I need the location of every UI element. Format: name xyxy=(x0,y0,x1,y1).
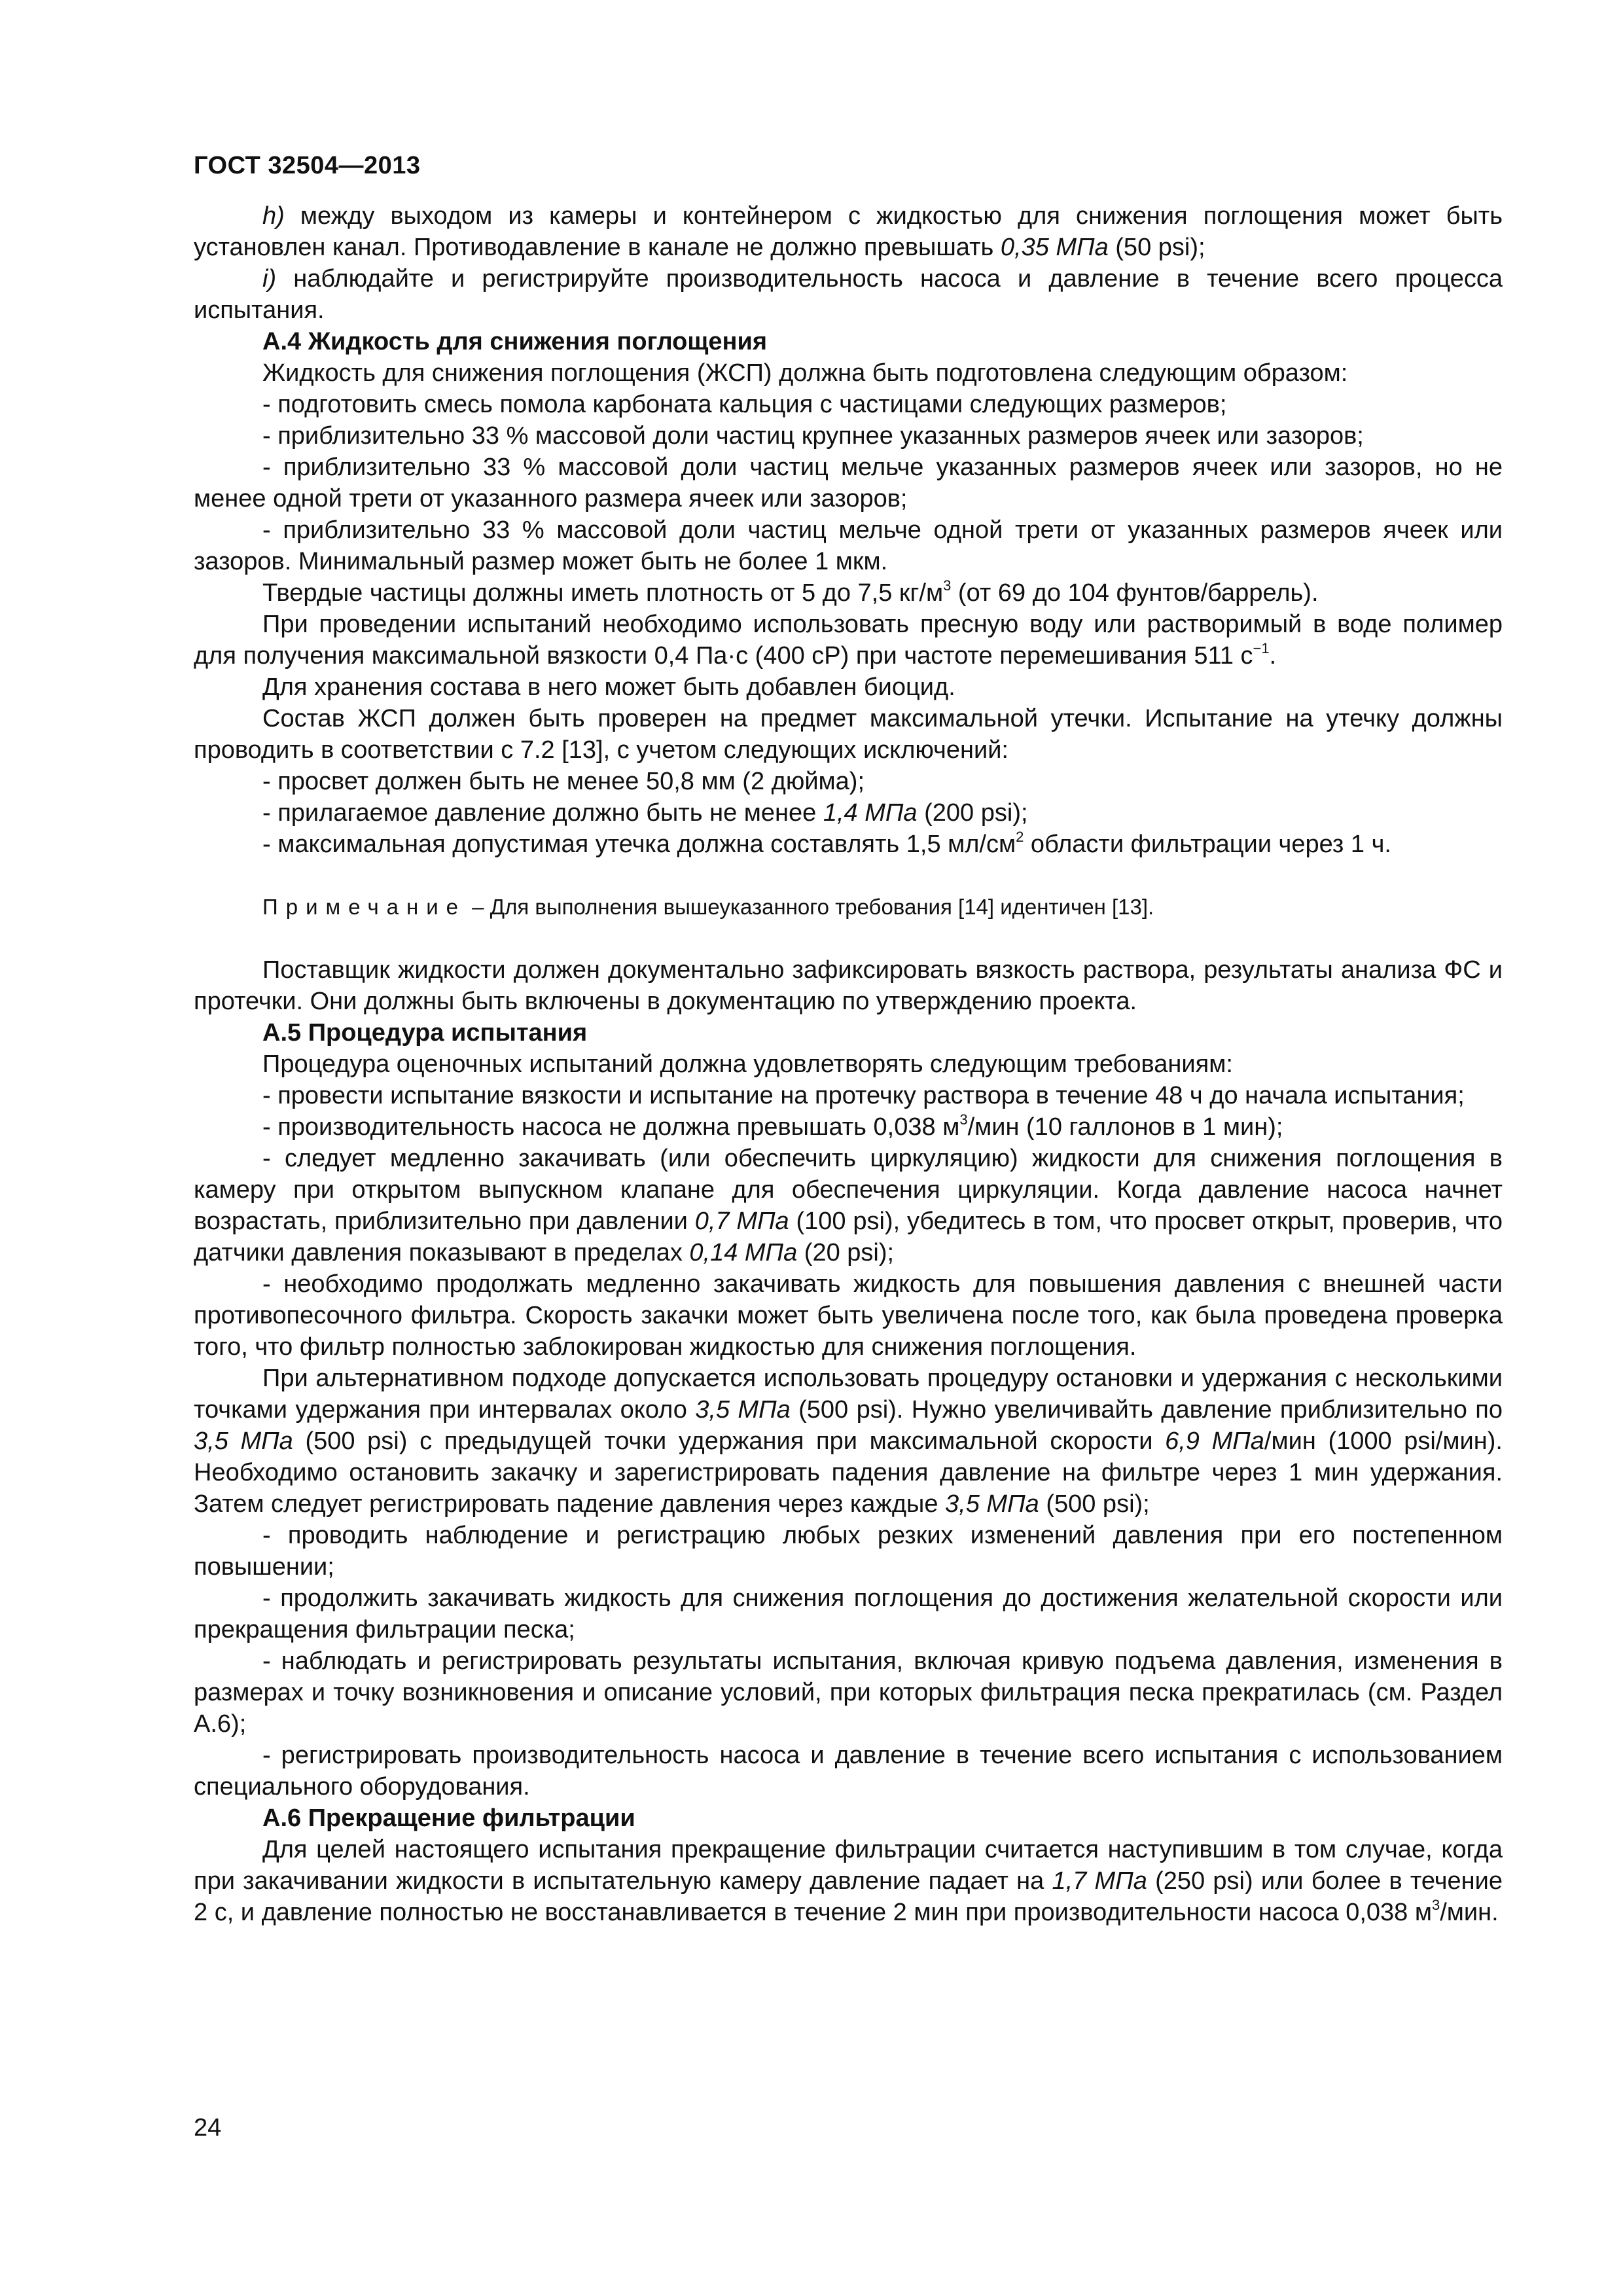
note-text: Для выполнения вышеуказанного требования [14] идентичен [13]. xyxy=(490,895,1154,919)
text-run: Поставщик жидкости должен документально зафиксировать вязкость раствора, результаты анализа ФС и протечки. Они должны быть включены в документацию по утверждению проекта. xyxy=(194,956,1503,1015)
text-run: А.6 Прекращение фильтрации xyxy=(262,1804,635,1832)
list-item xyxy=(194,420,1503,452)
text-run: (100 psi), убедитесь в том, что просвет открыт, проверив, что датчики давления показывают в пределах xyxy=(194,1208,1503,1266)
text-run: (20 psi); xyxy=(797,1239,895,1266)
note-dash: – xyxy=(466,895,490,919)
text-run: - прилагаемое давление должно быть не менее xyxy=(262,799,823,827)
italic-value: 1,4 МПа xyxy=(823,799,918,827)
text-run: При альтернативном подходе допускается использовать процедуру остановки и удержания с несколькими точками удержания при интервалах около xyxy=(194,1365,1503,1424)
list-item xyxy=(194,1740,1503,1803)
italic-value: 1,7 МПа xyxy=(1052,1867,1147,1895)
text-run: Процедура оценочных испытаний должна удовлетворять следующим требованиям: xyxy=(262,1050,1233,1078)
text-run: (от 69 до 104 фунтов/баррель). xyxy=(951,579,1319,607)
text-run: (500 psi) с предыдущей точки удержания при максимальной скорости xyxy=(293,1427,1166,1455)
paragraph xyxy=(194,703,1503,766)
paragraph xyxy=(194,1049,1503,1080)
text-run: - наблюдать и регистрировать результаты испытания, включая кривую подъема давления, изменения в размерах и точку возникновения и описание условий, при которых фильтрация песка прекратилась (см. Раздел А.6); xyxy=(194,1647,1503,1738)
text-run: /мин (10 галлонов в 1 мин); xyxy=(967,1113,1283,1141)
text-run: - следует медленно закачивать (или обеспечить циркуляцию) жидкости для снижения поглощения в камеру при открытом выпускном клапане для обеспечения циркуляции. Когда давление насоса начнет возрастать, приблизительно при давлении xyxy=(194,1145,1503,1235)
text-run: - регистрировать производительность насоса и давление в течение всего испытания с использованием специального оборудования. xyxy=(194,1742,1503,1801)
text-run: наблюдайте и регистрируйте производительность насоса и давление в течение всего процесса испытания. xyxy=(194,265,1503,324)
list-item xyxy=(194,452,1503,514)
list-item xyxy=(194,514,1503,577)
text-run: Состав ЖСП должен быть проверен на предмет максимальной утечки. Испытание на утечку должны проводить в соответствии с 7.2 [13], с учетом следующих исключений: xyxy=(194,705,1503,764)
text-run: Для целей настоящего испытания прекращение фильтрации считается наступившим в том случае, когда при закачивании жидкости в испытательную камеру давление падает на xyxy=(194,1836,1503,1895)
list-item xyxy=(194,1583,1503,1645)
text-run: Твердые частицы должны иметь плотность от 5 до 7,5 кг/м xyxy=(262,579,944,607)
section-heading-a4 xyxy=(194,326,1503,357)
paragraph xyxy=(194,200,1503,263)
list-item xyxy=(194,1111,1503,1143)
text-run: Для хранения состава в него может быть добавлен биоцид. xyxy=(262,673,955,701)
paragraph xyxy=(194,357,1503,389)
paragraph xyxy=(194,1834,1503,1928)
section-heading-a6 xyxy=(194,1803,1503,1834)
text-run: - просвет должен быть не менее 50,8 мм (2 дюйма); xyxy=(262,768,865,795)
text-run: - продолжить закачивать жидкость для снижения поглощения до достижения желательной скорости или прекращения фильтрации песка; xyxy=(194,1585,1503,1643)
paragraph xyxy=(194,609,1503,672)
text-run: А.5 Процедура испытания xyxy=(262,1019,588,1047)
text-run: Жидкость для снижения поглощения (ЖСП) должна быть подготовлена следующим образом: xyxy=(262,359,1348,387)
list-item xyxy=(194,766,1503,797)
text-run: (200 psi); xyxy=(917,799,1028,827)
document-code-header: ГОСТ 32504—2013 xyxy=(194,152,421,179)
paragraph xyxy=(194,263,1503,326)
text-run: /мин (1000 psi/мин). Необходимо остановить закачку и зарегистрировать падения давление на фильтре через 1 мин удержания. Затем следует регистрировать падение давления через каждые xyxy=(194,1427,1503,1518)
list-item xyxy=(194,1645,1503,1740)
paragraph xyxy=(194,672,1503,703)
text-run: А.4 Жидкость для снижения поглощения xyxy=(262,328,768,355)
text-run: - приблизительно 33 % массовой доли частиц крупнее указанных размеров ячеек или зазоров; xyxy=(262,422,1364,450)
text-run: области фильтрации через 1 ч. xyxy=(1024,831,1391,858)
italic-value: 3,5 МПа xyxy=(194,1427,293,1455)
italic-value: 6,9 МПа xyxy=(1165,1427,1264,1455)
section-heading-a5 xyxy=(194,1017,1503,1049)
italic-value: 0,7 МПа xyxy=(694,1208,789,1235)
list-item xyxy=(194,1080,1503,1111)
text-run: - необходимо продолжать медленно закачивать жидкость для повышения давления с внешней части противопесочного фильтра. Скорость закачки может быть увеличена после того, как была проведена проверка того, что фильтр полностью заблокирован жидкостью для снижения поглощения. xyxy=(194,1270,1503,1361)
list-item xyxy=(194,1143,1503,1268)
page-number: 24 xyxy=(194,2114,222,2142)
list-item xyxy=(194,1268,1503,1363)
text-run: . xyxy=(1269,642,1277,670)
text-run: - проводить наблюдение и регистрацию любых резких изменений давления при его постепенном повышении; xyxy=(194,1522,1503,1581)
list-item xyxy=(194,797,1503,829)
text-run: - максимальная допустимая утечка должна составлять 1,5 мл/см xyxy=(262,831,1016,858)
paragraph xyxy=(194,577,1503,609)
text-run: (500 psi). Нужно увеличивайть давление приблизительно по xyxy=(790,1396,1503,1424)
text-run: - приблизительно 33 % массовой доли частиц мельче одной трети от указанных размеров ячеек или зазоров. Минимальный размер может быть не более 1 мкм. xyxy=(194,516,1503,575)
paragraph xyxy=(194,954,1503,1017)
text-run: При проведении испытаний необходимо использовать пресную воду или растворимый в воде полимер для получения максимальной вязкости 0,4 Па·с (400 сР) при частоте перемешивания 511 с xyxy=(194,611,1503,670)
text-run: (250 psi) или более в течение 2 с, и давление полностью не восстанавливается в течение 2 мин при производительности насоса 0,038 м xyxy=(194,1867,1503,1926)
list-item xyxy=(194,1520,1503,1583)
note-label: Примечание xyxy=(262,895,467,919)
text-run: - приблизительно 33 % массовой доли частиц мельче указанных размеров ячеек или зазоров, но не менее одной трети от указанного размера ячеек или зазоров; xyxy=(194,454,1503,512)
italic-value: 0,35 МПа xyxy=(1000,234,1109,261)
superscript: 3 xyxy=(943,577,952,594)
text-run: - подготовить смесь помола карбоната кальция с частицами следующих размеров; xyxy=(262,391,1227,418)
superscript: 3 xyxy=(959,1111,968,1128)
text-run: - провести испытание вязкости и испытание на протечку раствора в течение 48 ч до начала испытания; xyxy=(262,1082,1465,1109)
italic-value: h) xyxy=(262,202,285,230)
italic-value: i) xyxy=(262,265,277,293)
text-run: /мин. xyxy=(1440,1899,1499,1926)
superscript: −1 xyxy=(1253,640,1270,656)
text-run: (50 psi); xyxy=(1108,234,1205,261)
italic-value: 3,5 МПа xyxy=(945,1490,1039,1518)
superscript: 3 xyxy=(1431,1897,1440,1913)
text-run: (500 psi); xyxy=(1039,1490,1150,1518)
text-run: между выходом из камеры и контейнером с жидкостью для снижения поглощения может быть установлен канал. Противодавление в канале не должно превышать xyxy=(194,202,1503,261)
document-body xyxy=(194,200,1503,1928)
list-item xyxy=(194,829,1503,860)
text-run: - производительность насоса не должна превышать 0,038 м xyxy=(262,1113,960,1141)
note xyxy=(194,891,1503,923)
italic-value: 3,5 МПа xyxy=(695,1396,791,1424)
superscript: 2 xyxy=(1016,829,1024,845)
list-item xyxy=(194,389,1503,420)
italic-value: 0,14 МПа xyxy=(689,1239,798,1266)
paragraph xyxy=(194,1363,1503,1520)
